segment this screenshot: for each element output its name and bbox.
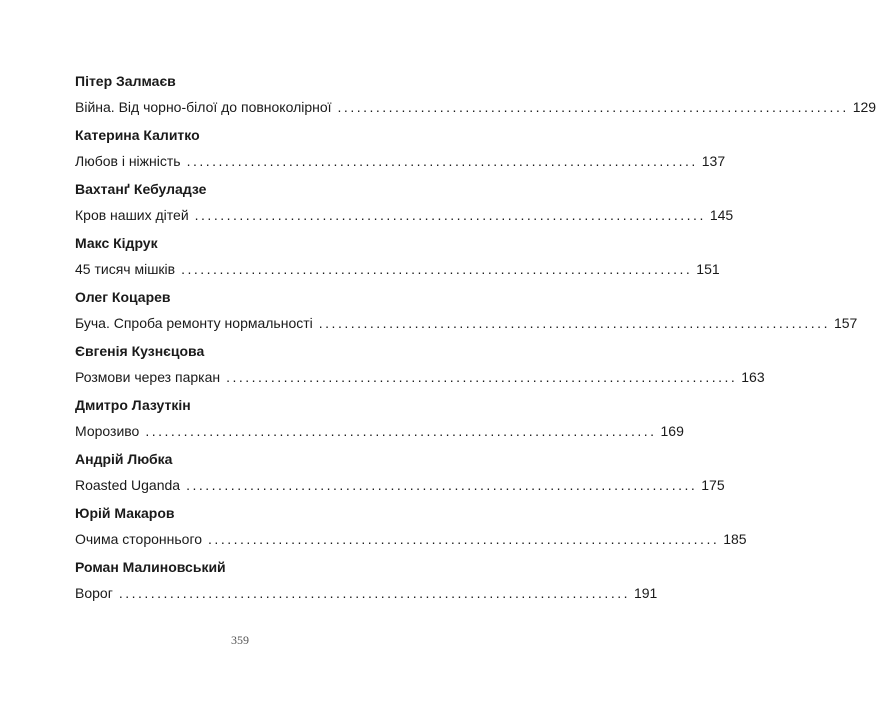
toc-page-number: 169 [660, 423, 684, 439]
toc-page-number: 157 [833, 315, 858, 331]
toc-author: Вахтанґ Кебуладзе [75, 181, 207, 197]
dot-leader: ................................................................................ [226, 369, 738, 385]
toc-line [75, 206, 734, 224]
toc-title: Roasted Uganda [75, 477, 181, 493]
toc-page-number: 191 [633, 585, 658, 601]
toc-line [75, 584, 658, 602]
toc-title: Війна. Від чорно-білої до повноколірної [75, 99, 332, 115]
toc-author: Андрій Любка [75, 451, 173, 467]
toc-line [75, 422, 684, 440]
toc-line [75, 368, 765, 386]
toc-entry [75, 558, 658, 612]
toc-page-number: 137 [701, 153, 726, 169]
toc-author: Юрій Макаров [75, 505, 175, 521]
toc-title: Любов і ніжність [75, 153, 181, 169]
toc-title: Ворог [75, 585, 113, 601]
dot-leader: ................................................................................ [186, 153, 698, 169]
toc-author: Катерина Калитко [75, 127, 200, 143]
toc-page-number: 151 [696, 261, 720, 277]
dot-leader: ................................................................................ [118, 585, 630, 601]
dot-leader: ................................................................................ [337, 99, 849, 115]
toc-entry [75, 288, 858, 342]
toc-author: Макс Кідрук [75, 235, 158, 251]
toc-line [75, 98, 876, 116]
toc-entry [75, 72, 876, 126]
toc-page-number: 185 [723, 531, 747, 547]
page-number: 359 [231, 633, 249, 647]
toc-entry [75, 450, 725, 504]
toc-entry [75, 342, 765, 396]
toc-page-number: 145 [709, 207, 734, 223]
toc-title: Буча. Спроба ремонту нормальності [75, 315, 313, 331]
toc-entry [75, 234, 720, 288]
dot-leader: ................................................................................ [145, 423, 657, 439]
toc-title: Очима стороннього [75, 531, 203, 547]
dot-leader: ................................................................................ [181, 261, 693, 277]
toc-title: Морозиво [75, 423, 140, 439]
toc-line [75, 476, 725, 494]
toc-line [75, 152, 726, 170]
toc-title: Кров наших дітей [75, 207, 189, 223]
toc-author: Олег Коцарев [75, 289, 171, 305]
toc-author: Дмитро Лазуткін [75, 397, 191, 413]
toc-entry [75, 504, 747, 558]
toc-line [75, 260, 720, 278]
toc-page-number: 163 [741, 369, 765, 385]
toc-author: Пітер Залмаєв [75, 73, 176, 89]
toc-page-number: 175 [701, 477, 725, 493]
dot-leader: ................................................................................ [186, 477, 698, 493]
toc-author: Євгенія Кузнєцова [75, 343, 205, 359]
toc-title: Розмови через паркан [75, 369, 221, 385]
dot-leader: ................................................................................ [208, 531, 720, 547]
toc-author: Роман Малиновський [75, 559, 226, 575]
table-of-contents [75, 72, 876, 612]
toc-page-number: 129 [852, 99, 876, 115]
toc-title: 45 тисяч мішків [75, 261, 176, 277]
toc-line [75, 314, 858, 332]
toc-entry [75, 126, 726, 180]
dot-leader: ................................................................................ [318, 315, 830, 331]
toc-entry [75, 396, 684, 450]
toc-entry [75, 180, 734, 234]
dot-leader: ................................................................................ [194, 207, 706, 223]
toc-line [75, 530, 747, 548]
